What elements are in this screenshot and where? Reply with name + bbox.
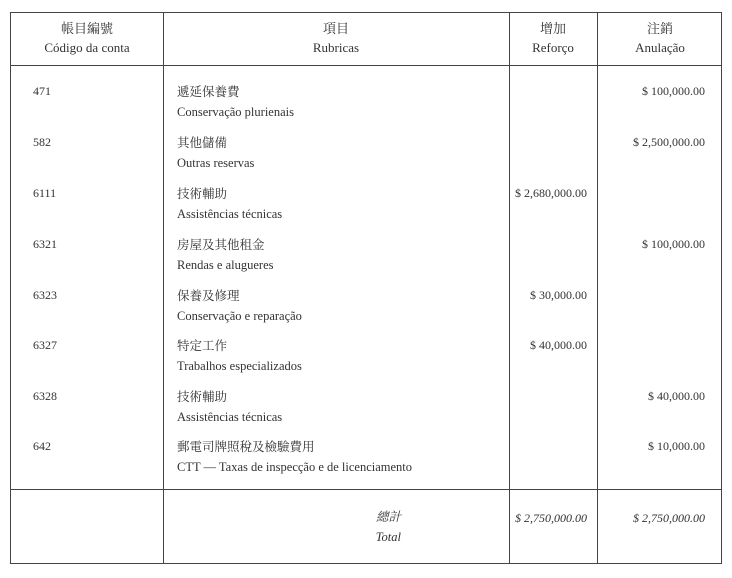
anulacao-amount: $ 40,000.00 xyxy=(648,389,705,403)
header-code-pt: Código da conta xyxy=(44,40,130,55)
item-description xyxy=(177,437,412,477)
item-description xyxy=(177,286,302,326)
header-item-zh: 項目 xyxy=(322,21,349,36)
item-zh: 其他儲備 xyxy=(177,136,228,150)
header-anulacao-zh: 注銷 xyxy=(646,21,673,36)
account-code: 471 xyxy=(33,84,51,98)
anulacao-amount: $ 2,500,000.00 xyxy=(633,135,705,149)
table-row xyxy=(11,133,721,179)
item-zh: 技術輔助 xyxy=(177,390,228,404)
item-pt: Conservação plurienais xyxy=(177,105,294,119)
table-row xyxy=(11,387,721,433)
account-code: 642 xyxy=(33,439,51,453)
total-anulacao: $ 2,750,000.00 xyxy=(633,511,705,525)
budget-table xyxy=(10,12,722,564)
reforco-amount: $ 40,000.00 xyxy=(530,338,587,352)
total-label-zh: 總計 xyxy=(375,510,401,524)
anulacao-amount: $ 100,000.00 xyxy=(642,84,705,98)
header-code-zh: 帳目編號 xyxy=(60,21,113,36)
header-reforco-pt: Reforço xyxy=(532,40,574,55)
total-label-pt: Total xyxy=(375,530,401,544)
table-row xyxy=(11,336,721,382)
item-pt: Assistências técnicas xyxy=(177,410,283,424)
item-zh: 保養及修理 xyxy=(177,289,240,303)
item-description xyxy=(177,336,302,376)
header-reforco xyxy=(509,19,597,57)
item-pt: Outras reservas xyxy=(177,156,255,170)
table-row xyxy=(11,82,721,128)
table-row xyxy=(11,235,721,281)
item-zh: 房屋及其他租金 xyxy=(177,238,265,252)
item-pt: CTT — Taxas de inspecção e de licenciamento xyxy=(177,460,413,474)
total-divider xyxy=(11,489,721,490)
header-divider xyxy=(11,65,721,66)
item-description xyxy=(177,387,282,427)
account-code: 6321 xyxy=(33,237,57,251)
total-label xyxy=(376,507,401,547)
table-row xyxy=(11,437,721,483)
header-code xyxy=(11,19,163,57)
reforco-amount: $ 30,000.00 xyxy=(530,288,587,302)
table-row xyxy=(11,286,721,332)
item-description xyxy=(177,82,294,122)
item-description xyxy=(177,184,282,224)
item-zh: 特定工作 xyxy=(177,339,228,353)
item-pt: Conservação e reparação xyxy=(177,309,302,323)
account-code: 6111 xyxy=(33,186,57,200)
header-anulacao-pt: Anulação xyxy=(635,40,685,55)
account-code: 6323 xyxy=(33,288,57,302)
item-zh: 郵電司牌照稅及檢驗費用 xyxy=(177,440,315,454)
account-code: 582 xyxy=(33,135,51,149)
item-pt: Trabalhos especializados xyxy=(177,359,302,373)
header-item xyxy=(163,19,509,57)
item-pt: Assistências técnicas xyxy=(177,207,283,221)
reforco-amount: $ 2,680,000.00 xyxy=(515,186,587,200)
anulacao-amount: $ 100,000.00 xyxy=(642,237,705,251)
header-reforco-zh: 增加 xyxy=(539,21,566,36)
item-zh: 技術輔助 xyxy=(177,187,228,201)
item-zh: 遞延保養費 xyxy=(177,85,240,99)
anulacao-amount: $ 10,000.00 xyxy=(648,439,705,453)
account-code: 6327 xyxy=(33,338,57,352)
item-pt: Rendas e alugueres xyxy=(177,258,274,272)
item-description xyxy=(177,133,254,173)
table-row xyxy=(11,184,721,230)
header-anulacao xyxy=(597,19,723,57)
total-reforco: $ 2,750,000.00 xyxy=(515,511,587,525)
header-item-pt: Rubricas xyxy=(312,40,360,55)
item-description xyxy=(177,235,274,275)
account-code: 6328 xyxy=(33,389,57,403)
